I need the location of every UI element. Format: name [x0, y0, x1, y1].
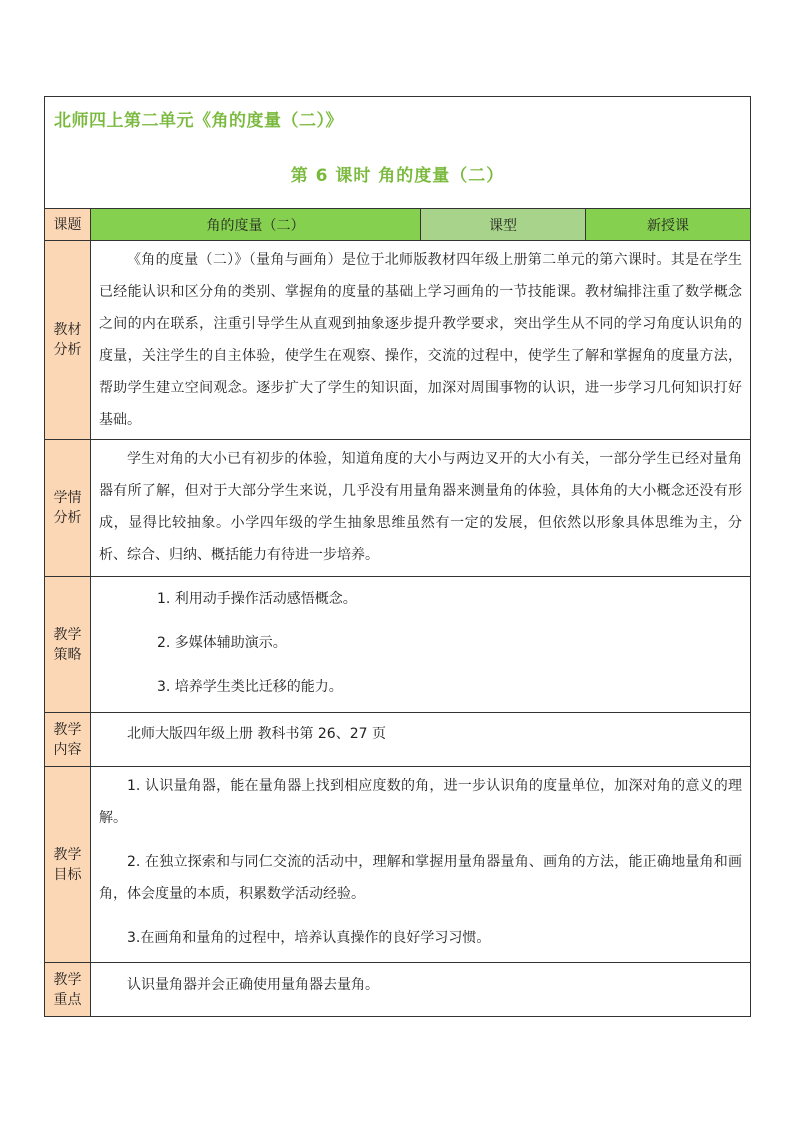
label-line: 教学 [53, 846, 82, 863]
label-line: 目标 [53, 866, 82, 883]
textbook-analysis-text: 《角的度量（二）》（量角与画角）是位于北师版教材四年级上册第二单元的第六课时。其是在学生已经能认识和区分角的类别、掌握角的度量的基础上学习画角的一节技能课。教材编排注重了数学概念之间的内在联系，注重引导学生从直观到抽象逐步提升教学要求，突出学生从不同的学习角度认识角的度量，关注学生的自主体验，使学生在观察、操作，交流的过程中，使学生了解和掌握角的度量方法，帮助学生建立空间观念。逐步扩大了学生的知识面，加深对周围事物的认识，进一步学习几何知识打好基础。 [99, 252, 742, 428]
goal-item: 1. 认识量角器，能在量角器上找到相应度数的角，进一步认识角的度量单位，加深对角的意义的理解。 [99, 778, 742, 826]
topic-label: 课题 [45, 209, 91, 241]
lesson-title: 第 6 课时 角的度量（二） [290, 166, 505, 186]
strategy-label [45, 577, 91, 713]
strategy-item: 3. 培养学生类比迁移的能力。 [157, 679, 343, 695]
goal-item: 3.在画角和量角的过程中，培养认真操作的良好学习习惯。 [127, 930, 491, 946]
goals-label [45, 767, 91, 963]
series-title: 北师四上第二单元《角的度量（二）》 [54, 111, 343, 131]
topic-value: 角的度量（二） [91, 209, 421, 241]
lesson-plan-document [44, 96, 750, 1017]
topic-row [45, 209, 751, 241]
textbook-analysis-text-cell [91, 241, 751, 440]
learner-analysis-text-cell [91, 440, 751, 577]
header-row [45, 97, 751, 209]
goals-list [91, 767, 751, 963]
header-cell [45, 97, 751, 209]
label-line: 学情 [53, 490, 82, 506]
lesson-plan-table [44, 96, 751, 1017]
label-line: 教学 [53, 626, 82, 643]
goal-item: 2. 在独立探索和与同仁交流的活动中，理解和掌握用量角器量角、画角的方法，能正确地量角和画角，体会度量的本质，积累数学活动经验。 [99, 854, 742, 902]
goals-row [45, 767, 751, 963]
learner-analysis-label [45, 440, 91, 577]
strategy-list [91, 577, 751, 713]
label-line: 教材 [53, 322, 82, 338]
label-line: 内容 [53, 741, 82, 758]
label-line: 教学 [53, 721, 82, 738]
label-line: 分析 [53, 342, 82, 358]
key-points-text-cell [91, 963, 751, 1017]
label-line: 分析 [53, 510, 82, 526]
label-line: 教学 [53, 971, 82, 988]
content-row [45, 713, 751, 767]
learner-analysis-row [45, 440, 751, 577]
content-label [45, 713, 91, 767]
content-text-cell [91, 713, 751, 767]
learner-analysis-text: 学生对角的大小已有初步的体验，知道角度的大小与两边叉开的大小有关，一部分学生已经对量角器有所了解，但对于大部分学生来说，几乎没有用量角器来测量角的体验，具体角的大小概念还没有形成，显得比较抽象。小学四年级的学生抽象思维虽然有一定的发展，但依然以形象具体思维为主，分析、综合、归纳、概括能力有待进一步培养。 [99, 451, 742, 563]
content-text: 北师大版四年级上册 教科书第 26、27 页 [127, 726, 386, 742]
lesson-type-value: 新授课 [586, 209, 751, 241]
label-line: 策略 [53, 646, 82, 663]
textbook-analysis-row [45, 241, 751, 440]
key-points-text: 认识量角器并会正确使用量角器去量角。 [127, 977, 379, 993]
strategy-item: 1. 利用动手操作活动感悟概念。 [157, 591, 357, 607]
strategy-item: 2. 多媒体辅助演示。 [157, 635, 287, 651]
key-points-row [45, 963, 751, 1017]
strategy-row [45, 577, 751, 713]
label-line: 重点 [53, 991, 82, 1008]
textbook-analysis-label [45, 241, 91, 440]
lesson-type-label: 课型 [421, 209, 586, 241]
key-points-label [45, 963, 91, 1017]
